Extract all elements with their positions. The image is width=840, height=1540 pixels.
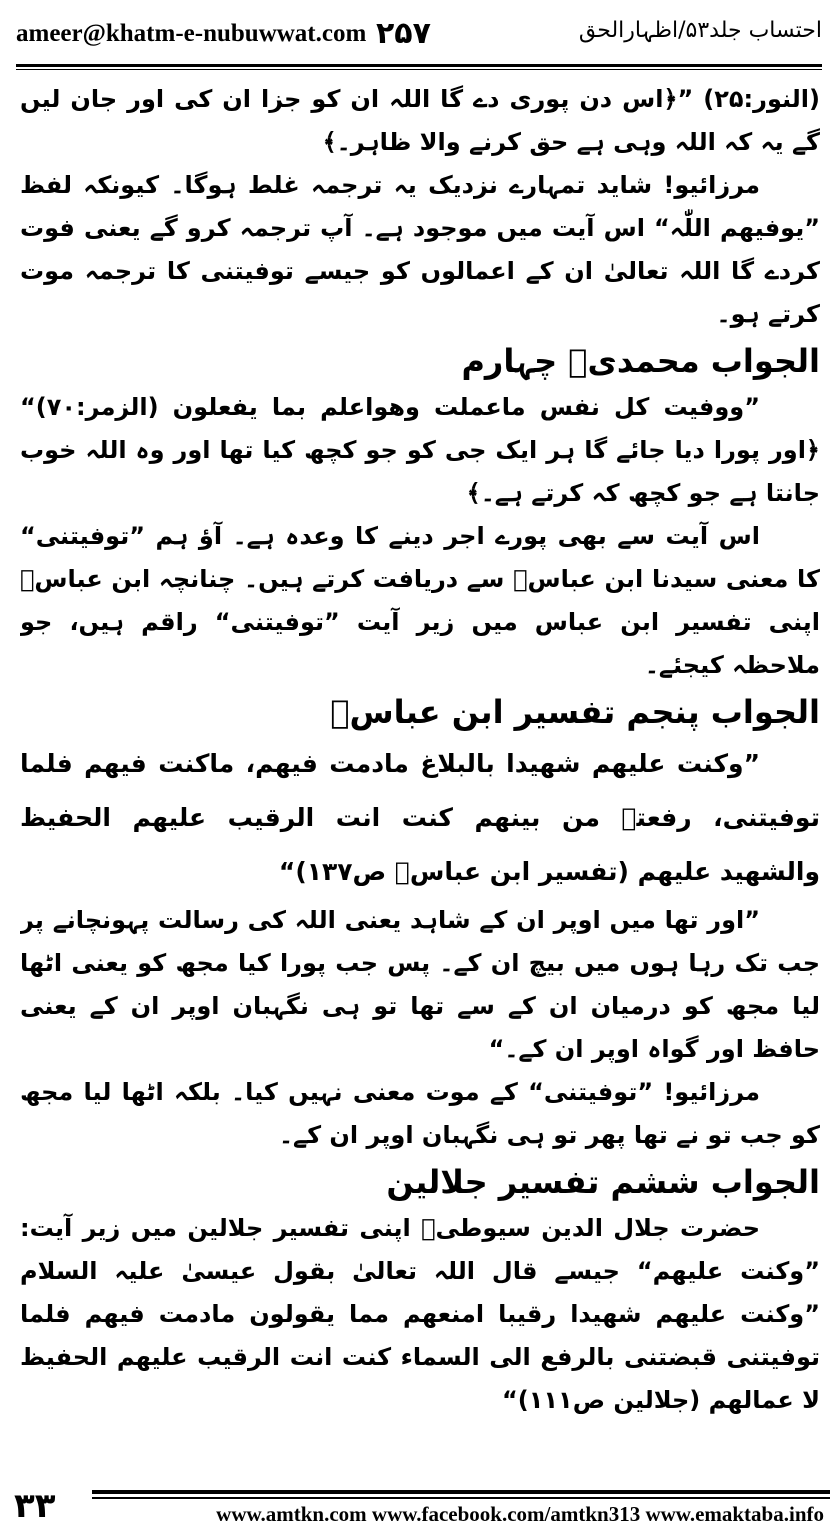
section-heading: الجواب پنجم تفسیر ابن عباسؓ xyxy=(330,693,820,731)
footer-page-number: ۳۳ xyxy=(14,1486,56,1526)
page-header xyxy=(16,14,822,64)
footer-urls: www.amtkn.com www.facebook.com/amtkn313 www.emaktaba.info xyxy=(216,1502,824,1526)
body-paragraph: ”اور تھا میں اوپر ان کے شاہد یعنی اللہ کی رسالت پہونچانے پر جب تک رہا ہوں میں بیچ ان کے۔ پس جب پورا کیا مجھ کو یعنی اٹھا لیا مجھ کو درمیان ان کے سے تھا تو ہی نگہبان اوپر ان کے یعنی حافظ اور گواہ اوپر ان کے۔“ xyxy=(20,906,820,1063)
body-paragraph: مرزائیو! شاید تمہارے نزدیک یہ ترجمہ غلط ہوگا۔ کیونکہ لفظ ”یوفیھم اللّٰہ“ اس آیت میں موجود ہے۔ آپ ترجمہ کرو گے یعنی فوت کردے گا اللہ تعالیٰ ان کے اعمالوں کو جیسے توفیتنی کا ترجمہ موت کرتے ہو۔ xyxy=(20,171,820,328)
footer-rule xyxy=(92,1497,830,1499)
body-paragraph: (النور:۲۵) ”﴿اس دن پوری دے گا اللہ ان کو جزا ان کی اور جان لیں گے یہ کہ اللہ وہی ہے حق کرنے والا ظاہر۔﴾ xyxy=(20,85,820,156)
header-email: ameer@khatm-e-nubuwwat.com xyxy=(16,20,367,47)
header-rule-thin xyxy=(16,69,822,70)
body-paragraph: اس آیت سے بھی پورے اجر دینے کا وعدہ ہے۔ آؤ ہم ”توفیتنی“ کا معنی سیدنا ابن عباسؓ سے دریافت کرتے ہیں۔ چنانچہ ابن عباسؓ اپنی تفسیر ابن عباس میں زیر آیت ”توفیتنی“ راقم ہیں، جو ملاحظہ کیجئے۔ xyxy=(20,522,820,679)
section-heading: الجواب ششم تفسیر جلالین xyxy=(386,1163,820,1201)
body-paragraph: حضرت جلال الدین سیوطیؒ اپنی تفسیر جلالین میں زیر آیت: ”وکنت علیھم“ جیسے قال اللہ تعالیٰ بقول عیسیٰ علیہ السلام ”وکنت علیھم شھیدا رقیبا امنعھم مما یقولون مادمت فیھم فلما توفیتنی قبضتنی بالرفع الی السماء کنت انت الرقیب علیھم الحفیظ لا عمالھم (جلالین ص۱۱۱)“ xyxy=(20,1214,820,1414)
header-page-number: ۲۵۷ xyxy=(376,16,431,51)
body-paragraph: ”ووفیت کل نفس ماعملت وھواعلم بما یفعلون (الزمر:۷۰)“ ﴿اور پورا دیا جائے گا ہر ایک جی کو جو کچھ کیا تھا اور وہ اللہ خوب جانتا ہے جو کچھ کہ کرتے ہے۔﴾ xyxy=(20,393,820,507)
section-heading: الجواب محمدیؐ چہارم xyxy=(461,342,820,380)
header-book-title: احتساب جلد۵۳/اظہارالحق xyxy=(578,18,822,43)
page-body xyxy=(20,78,820,1458)
header-rule xyxy=(16,64,822,67)
page-footer xyxy=(0,1472,840,1540)
body-paragraph: مرزائیو! ”توفیتنی“ کے موت معنی نہیں کیا۔ بلکہ اٹھا لیا مجھ کو جب تو نے تھا پھر تو ہی نگہبان اوپر ان کے۔ xyxy=(20,1078,820,1149)
footer-bar xyxy=(92,1490,830,1530)
arabic-quote: ”وکنت علیھم شھیدا بالبلاغ مادمت فیھم، ماکنت فیھم فلما توفیتنی، رفعتہ من بینھم کنت انت الرقیب علیھم الحفیظ والشھید علیھم (تفسیر ابن عباسؓ ص۱۳۷)“ xyxy=(20,749,820,886)
